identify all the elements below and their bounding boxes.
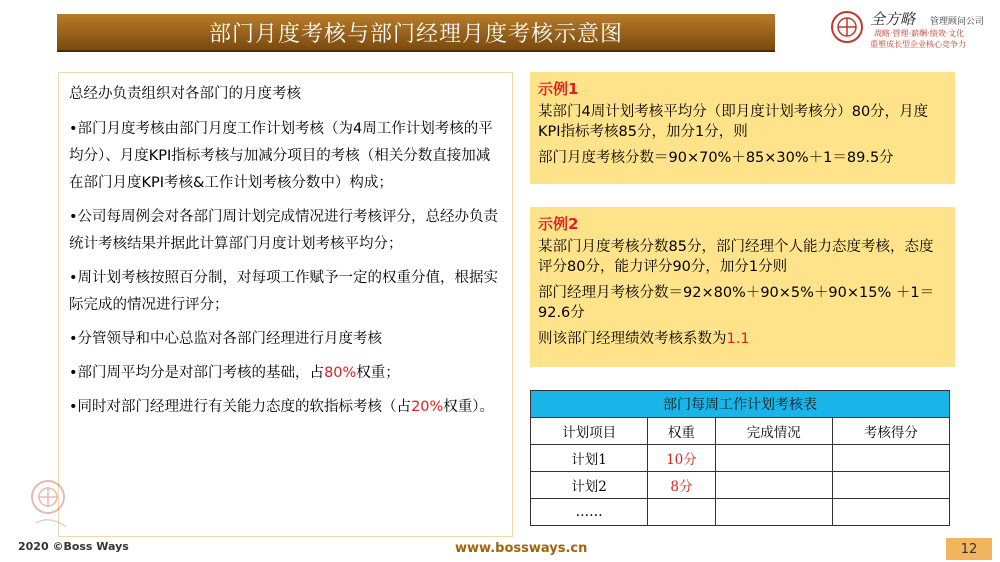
table-cell [715, 499, 832, 526]
bullet-5-percent: 80% [324, 365, 357, 381]
bullet-6-percent: 20% [411, 399, 444, 415]
bullet-2: •公司每周例会对各部门周计划完成情况进行考核评分，总经办负责统计考核结果并据此计算部门月度计划考核平均分； [69, 209, 499, 252]
bullet-6 [69, 394, 504, 421]
intro-text: 总经办负责组织对各部门的月度考核 [69, 86, 301, 102]
example-1-box [530, 72, 955, 184]
example-1-title: 示例1 [538, 80, 579, 98]
table-cell [648, 499, 716, 526]
table-row [531, 445, 950, 472]
bullet-5 [69, 360, 504, 387]
table-header-cell: 权重 [648, 418, 716, 445]
page-title: 部门月度考核与部门经理月度考核示意图 [208, 21, 623, 47]
table-row [531, 472, 950, 499]
table-cell: 计划2 [531, 472, 648, 499]
table-caption: 部门每周工作计划考核表 [531, 391, 950, 418]
bullet-4: •分管领导和中心总监对各部门经理进行月度考核 [69, 331, 383, 347]
footer-copyright: 2020 ©Boss Ways [18, 540, 129, 553]
example-1-line-2: 部门月度考核分数＝90×70%＋85×30%＋1＝89.5分 [538, 150, 894, 166]
table-cell [832, 499, 949, 526]
bullet-5-text: •部门周平均分是对部门考核的基础，占 [69, 365, 325, 381]
example-2-box [530, 207, 955, 367]
table-cell [832, 445, 949, 472]
logo-emblem-icon [830, 10, 864, 44]
company-logo [830, 8, 995, 52]
table-cell: 计划1 [531, 445, 648, 472]
logo-tagline-1: 战略·管理·薪酬·绩效·文化 [874, 29, 965, 38]
logo-tagline-2: 重塑成长型企业核心竞争力 [870, 40, 966, 49]
bullet-1: •部门月度考核由部门月度工作计划考核（为4周工作计划考核的平均分）、月度KPI指标考核与加减分项目的考核（相关分数直接加减在部门月度KPI考核&工作计划考核分数中）构成； [69, 121, 493, 191]
table-header-row [531, 418, 950, 445]
watermark-logo-icon [26, 475, 86, 535]
example-2-line-1: 某部门月度考核分数85分，部门经理个人能力态度考核，态度评分80分，能力评分90分，加分1分则 [538, 239, 934, 275]
example-1-line-1: 某部门4周计划考核平均分（即月度计划考核分）80分，月度KPI指标考核85分，加分1分，则 [538, 104, 929, 140]
bullet-3: •周计划考核按照百分制，对每项工作赋予一定的权重分值，根据实际完成的情况进行评分； [69, 270, 499, 313]
example-2-title: 示例2 [538, 215, 579, 233]
table-row [531, 499, 950, 526]
table-cell: 10分 [648, 445, 716, 472]
table-header-cell: 计划项目 [531, 418, 648, 445]
table-cell [715, 472, 832, 499]
page-number: 12 [946, 538, 992, 560]
table-header-cell: 考核得分 [832, 418, 949, 445]
bullet-6-text: •同时对部门经理进行有关能力态度的软指标考核（占 [69, 399, 412, 415]
table-cell: …… [531, 499, 648, 526]
title-bar [57, 14, 775, 52]
example-2-line-3 [538, 329, 947, 349]
table-cell [832, 472, 949, 499]
performance-coefficient: 1.1 [726, 331, 750, 347]
assessment-description-box [58, 72, 513, 537]
example-2-line-2: 部门经理月考核分数＝92×80%＋90×5%＋90×15% ＋1＝92.6分 [538, 285, 935, 321]
example-2-line-3-text: 则该部门经理绩效考核系数为 [538, 331, 727, 347]
footer-url[interactable]: www.bossways.cn [455, 541, 588, 556]
logo-script: 全方略 [870, 10, 916, 28]
bullet-6-tail: 权重）。 [443, 399, 495, 415]
logo-company-name: 管理顾问公司 [930, 17, 985, 27]
weekly-plan-table [530, 390, 950, 526]
table-cell [715, 445, 832, 472]
bullet-5-tail: 权重； [356, 365, 400, 381]
table-cell: 8分 [648, 472, 716, 499]
table-header-cell: 完成情况 [715, 418, 832, 445]
